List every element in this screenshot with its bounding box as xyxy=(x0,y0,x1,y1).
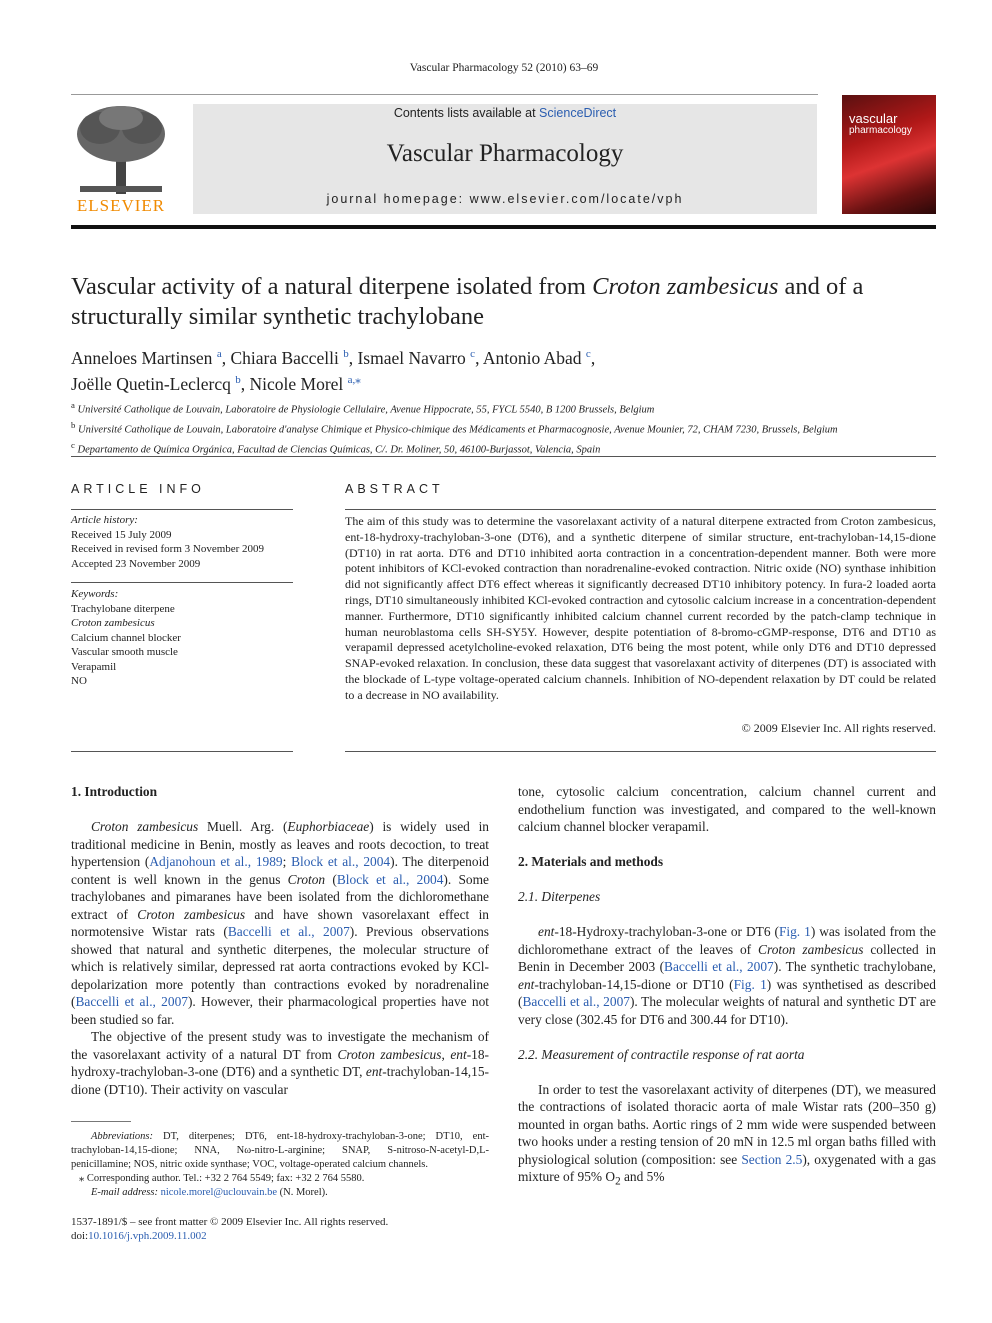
reference-link[interactable]: Adjanohoun et al., 1989 xyxy=(149,854,283,869)
abstract-divider xyxy=(345,509,936,510)
contents-line xyxy=(193,106,817,120)
accepted-date: Accepted 23 November 2009 xyxy=(71,557,201,570)
keyword: Trachylobane diterpene xyxy=(71,602,175,615)
front-matter xyxy=(71,1215,489,1243)
keywords-block xyxy=(71,587,293,689)
contractile-paragraph: In order to test the vasorelaxant activity of diterpenes (DT), we measured the contractions of isolated thoracic aorta of male Wistar rats (200–350 g) mounted in organ baths. Aortic rings of 2 mm wide were suspended between two hooks under a resting tension of 20 mN in 12.5 ml organ baths filled with physiological solution (composition: see Section 2.5), oxygenated with a gas mixture of 95% $O_2$ and 5% xyxy=(518,1081,936,1188)
history-label: Article history: xyxy=(71,514,138,526)
reference-link[interactable]: Baccelli et al., 2007 xyxy=(75,994,188,1009)
article-title xyxy=(71,272,936,332)
cover-title-line1: vascular xyxy=(849,111,898,126)
keyword: NO xyxy=(71,675,87,687)
article-history xyxy=(71,513,293,571)
author-list xyxy=(71,343,936,395)
subsection-heading-diterpenes: 2.1. Diterpenes xyxy=(518,889,601,904)
cover-title xyxy=(849,113,933,137)
author[interactable]: Chiara Baccelli $^b$, xyxy=(230,347,358,368)
issn-line: 1537-1891/$ – see front matter © 2009 Elsevier Inc. All rights reserved. xyxy=(71,1216,389,1228)
section-link[interactable]: Section 2.5 xyxy=(741,1151,803,1167)
header-thick-rule xyxy=(71,225,936,229)
abbreviations-footnote: Abbreviations: DT, diterpenes; DT6, ent-18-hydroxy-trachyloban-3-one; DT10, ent-trachyloban-14,15-dione; NNA, Nω-nitro-L-arginine; SNAP, S-nitroso-N-acetyl-D,L-penicillamine; NOS, nitric oxide synthase; VOC, voltage-operated calcium channels. xyxy=(71,1131,489,1170)
doi-line: doi:10.1016/j.vph.2009.11.002 xyxy=(71,1230,207,1242)
affiliation: $^b$ Université Catholique de Louvain, Laboratoire d'analyse Chimique et Physico-chimique des Médicaments et Pharmacognosie, Avenue Mounier, 72, CHAM 7230, Brussels, Belgium xyxy=(71,419,838,436)
author[interactable]: Anneloes Martinsen $^a$, xyxy=(71,347,231,368)
keyword: Vascular smooth muscle xyxy=(71,646,178,658)
article-info-heading: ARTICLE INFO xyxy=(71,482,205,496)
journal-citation: Vascular Pharmacology 52 (2010) 63–69 xyxy=(409,62,599,74)
keyword: Verapamil xyxy=(71,660,117,673)
section-heading-methods: 2. Materials and methods xyxy=(518,854,664,869)
intro-paragraph-2: The objective of the present study was to investigate the mechanism of the vasorelaxant activity of a natural DT from Croton zambesicus, ent-18-hydroxy-trachyloban-3-one (DT6) and a synthetic DT, ent-trachyloban-14,15-dione (DT10). Their activity on vascular xyxy=(71,1029,489,1097)
keywords-divider xyxy=(71,582,293,583)
title-part2: and of a structurally similar synthetic trachylobane xyxy=(71,273,864,330)
intro-paragraph-1: Croton zambesicus Muell. Arg. (Euphorbiaceae) is widely used in traditional medicine in Benin, mostly as leaves and roots decoction, to treat hypertension (Adjanohoun et al., 1989; Block et al., 2004). The diterpenoid content is well known in the genus Croton (Block et al., 2004). Some trachylobanes and pimaranes have been isolated from the dichloromethane extract of Croton zambesicus and have shown vasorelaxant effect in normotensive Wistar rats (Baccelli et al., 2007). Previous observations showed that natural and synthetic diterpenes, the molecular structure of which is relatively similar, depressed rat aorta contractions evoked by KCl-depolarization more potently than contractions evoked by noradrenaline (Baccelli et al., 2007). However, their pharmacological properties have not been studied so far. xyxy=(71,819,490,1027)
keyword: Calcium channel blocker xyxy=(71,631,181,644)
affiliations xyxy=(71,398,936,458)
received-date: Received 15 July 2009 xyxy=(71,528,172,541)
left-column xyxy=(71,783,489,1098)
affiliation: $^c$ Departamento de Química Orgánica, Facultad de Ciencias Químicas, C/. Dr. Moliner, 50, 46100-Burjassot, Valencia, Spain xyxy=(71,439,601,456)
author[interactable]: Antonio Abad $^c$, xyxy=(482,347,596,368)
subsection-heading-contractile: 2.2. Measurement of contractile response of rat aorta xyxy=(518,1046,805,1062)
header-divider xyxy=(71,94,818,95)
affiliation-divider xyxy=(71,456,936,457)
reference-link[interactable]: Baccelli et al., 2007 xyxy=(664,959,774,974)
journal-name: Vascular Pharmacology xyxy=(386,140,624,167)
sciencedirect-link[interactable]: ScienceDirect xyxy=(539,106,617,120)
intro-paragraph-continued: tone, cytosolic calcium concentration, calcium channel current and endothelium function was investigated, and compared to the well-known calcium channel blocker verapamil. xyxy=(518,784,936,834)
author[interactable]: Nicole Morel $^{a,⁎}$ xyxy=(249,373,361,394)
section-heading-introduction: 1. Introduction xyxy=(71,784,158,799)
reference-link[interactable]: Block et al., 2004 xyxy=(291,854,391,869)
affiliation: $^a$ Université Catholique de Louvain, Laboratoire de Physiologie Cellulaire, Avenue Hippocrate, 55, FYCL 5540, B 1200 Brussels, Belgium xyxy=(71,400,655,416)
email-footnote: E-mail address: nicole.morel@uclouvain.be (N. Morel). xyxy=(91,1187,328,1198)
title-species: Croton zambesicus xyxy=(592,273,779,300)
journal-homepage[interactable]: journal homepage: www.elsevier.com/locate/vph xyxy=(326,192,684,206)
abstract-copyright: © 2009 Elsevier Inc. All rights reserved. xyxy=(741,721,936,735)
keywords-label: Keywords: xyxy=(71,588,119,600)
cover-title-line2: pharmacology xyxy=(849,125,912,136)
reference-link[interactable]: Baccelli et al., 2007 xyxy=(227,924,350,939)
reference-link[interactable]: Baccelli et al., 2007 xyxy=(522,994,630,1009)
info-bottom-rule xyxy=(71,751,293,752)
contents-prefix: Contents lists available at xyxy=(393,106,540,120)
diterpenes-paragraph: ent-18-Hydroxy-trachyloban-3-one or DT6 (Fig. 1) was isolated from the dichloromethane extract of the leaves of Croton zambesicus collected in Benin in December 2003 (Baccelli et al., 2007). The synthetic trachylobane, ent-trachyloban-14,15-dione or DT10 (Fig. 1) was synthetised as described (Baccelli et al., 2007). The molecular weights of natural and synthetic DT are very close (302.45 for DT6 and 300.44 for DT10). xyxy=(518,924,937,1027)
keyword: Croton zambesicus xyxy=(71,617,155,629)
footnote-rule xyxy=(71,1121,131,1122)
email-link[interactable]: nicole.morel@uclouvain.be xyxy=(160,1187,277,1198)
author[interactable]: Ismael Navarro $^c$, xyxy=(357,347,483,368)
figure-link[interactable]: Fig. 1 xyxy=(733,976,767,992)
article-info-divider xyxy=(71,509,293,510)
author[interactable]: Joëlle Quetin-Leclercq $^b$, xyxy=(71,373,250,394)
elsevier-wordmark: ELSEVIER xyxy=(76,196,166,215)
title-part1: Vascular activity of a natural diterpene isolated from xyxy=(71,273,593,300)
abstract-text: The aim of this study was to determine the vasorelaxant activity of a natural diterpene extracted from Croton zambesicus, ent-18-hydroxy-trachyloban-3-one (DT6), and a synthetic diterpene of similar structure, ent-trachyloban-14,15-dione (DT10) in rat aorta. DT6 and DT10 inhibited aorta contraction in a concentration-dependent manner. Both were more potent inhibitors of KCl-evoked contraction than noradrenaline-evoked contraction. Nitric oxide (NO) synthase inhibition did not significantly affect DT6 effect whereas it significantly decreased DT10 inhibitory potency. In fura-2 loaded aorta rings, DT10 simultaneously inhibited KCl-evoked contraction and cytosolic calcium increase in a concentration-dependent manner. Furthermore, DT10 significantly inhibited calcium channel current recorded by the patch-clamp technique in human neuroblastoma cells SH-SY5Y. However, despite potentiation of 8-bromo-cGMP-response, DT6 and DT10 as verapamil depressed acetylcholine-evoked relaxation, DT6 being the most potent, while only DT6 and DT10 depressed SNAP-evoked relaxation. In conclusion, these data suggest that vasorelaxant activity of diterpenes (DT) is associated with the blockade of L-type voltage-operated calcium channels. Inhibition of NO-dependent relaxation by DT could be related to a decrease in NO availability. xyxy=(345,514,936,702)
abstract-heading: ABSTRACT xyxy=(345,482,444,496)
revised-date: Received in revised form 3 November 2009 xyxy=(71,543,265,555)
right-column xyxy=(518,783,936,1191)
reference-link[interactable]: Block et al., 2004 xyxy=(336,871,444,887)
doi-link[interactable]: 10.1016/j.vph.2009.11.002 xyxy=(88,1230,207,1242)
abstract-bottom-rule xyxy=(345,751,936,752)
corresponding-author-footnote: ⁎ Corresponding author. Tel.: +32 2 764 5549; fax: +32 2 764 5580. xyxy=(79,1173,365,1184)
figure-link[interactable]: Fig. 1 xyxy=(778,924,811,939)
footnotes xyxy=(71,1130,489,1200)
